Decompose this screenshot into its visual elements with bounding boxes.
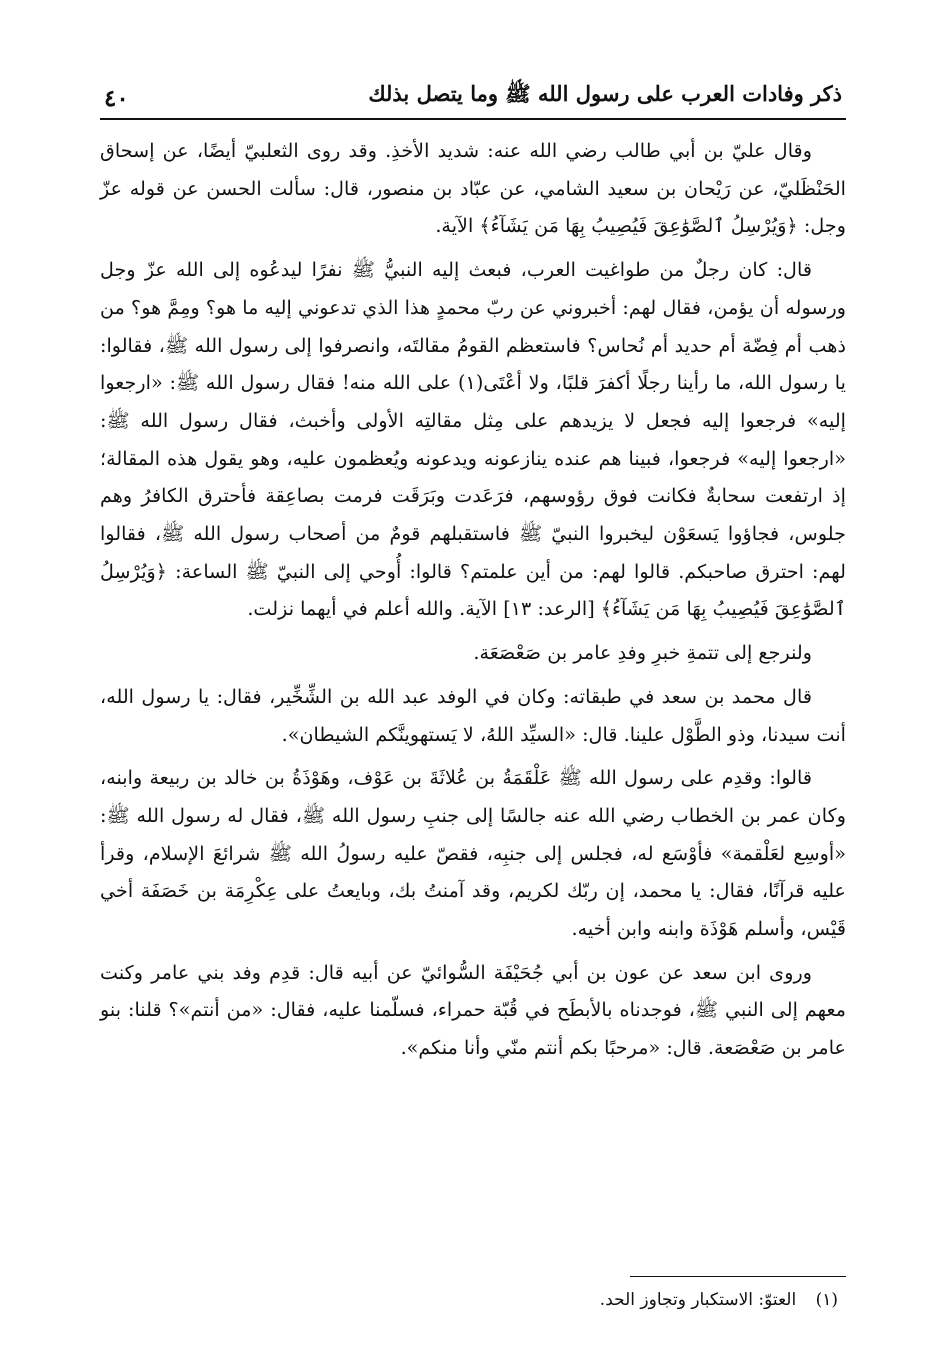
main-text (100, 132, 846, 1067)
page-header (100, 72, 846, 120)
paragraph-4: قال محمد بن سعد في طبقاته: وكان في الوفد عبد الله بن الشِّخِّير، فقال: يا رسول الله، أنت سيدنا، وذو الطَّوْل علينا. قال: «السيِّد اللهُ، لا يَستهوينَّكم الشيطان». (100, 684, 846, 746)
running-title: ذكر وفادات العرب على رسول الله ﷺ وما يتصل بذلك (368, 81, 842, 106)
paragraph-5: قالوا: وقدِم على رسول الله ﷺ عَلْقَمَةُ بن عُلاثَةَ بن عَوْف، وهَوْذَةُ بن خالد بن ربيعة وابنه، وكان عمر بن الخطاب رضي الله عنه جالسًا إلى جنبِ رسول الله ﷺ، فقال له رسول الله ﷺ: «أوسِع لعَلْقمة» فأوْسَع له، فجلس إلى جنبِه، فقصّ عليه رسولُ الله ﷺ شرائعَ الإسلام، وقرأ عليه قرآنًا، فقال: يا محمد، إن ربّك لكريم، وقد آمنتُ بك، وبايعتُ على عِكْرِمَة بن خَصَفَة أخي قَيْس، وأسلم هَوْذَة وابنه وابن أخيه. (100, 766, 846, 941)
footnote-divider (630, 1276, 846, 1277)
paragraph-3: ولنرجع إلى تتمةِ خبرِ وفدِ عامر بن صَعْصَعَة. (473, 641, 812, 665)
page-number: ٤٠ (104, 85, 129, 112)
footnote-number: (١) (815, 1290, 838, 1310)
paragraph-6: وروى ابن سعد عن عون بن أبي جُحَيْفَة السُّوائيّ عن أبيه قال: قدِم وفد بني عامر وكنت معهم إلى النبي ﷺ، فوجدناه بالأبطَح في قُبّة حمراء، فسلّمنا عليه، فقال: «من أنتم»؟ قلنا: بنو عامر بن صَعْصَعة. قال: «مرحبًا بكم أنتم منّي وأنا منكم». (100, 960, 846, 1060)
footnote-text: العتوّ: الاستكبار وتجاوز الحد. (599, 1290, 797, 1310)
paragraph-1: وقال عليّ بن أبي طالب رضي الله عنه: شديد الأخذِ. وقد روى الثعلبيّ أيضًا، عن إسحاق الحَنْظَليّ، عن رَيْحان بن سعيد الشامي، عن عبّاد بن منصور، قال: سألت الحسن عن قوله عزّ وجل: ﴿وَيُرْسِلُ ٱلصَّوَٰعِقَ فَيُصِيبُ بِهَا مَن يَشَآءُ﴾ الآية. (100, 139, 846, 238)
footnote (600, 1290, 838, 1310)
paragraph-2: قال: كان رجلٌ من طواغيت العرب، فبعث إليه النبيُّ ﷺ نفرًا ليدعُوه إلى الله عزّ وجل ورسوله أن يؤمن، فقال لهم: أخبروني عن ربّ محمدٍ هذا الذي تدعوني إليه ما هو؟ ومِمَّ هو؟ من ذهب أم فِضّة أم حديد أم نُحاس؟ فاستعظم القومُ مقالتَه، وانصرفوا إلى رسول الله ﷺ، فقالوا: يا رسول الله، ما رأينا رجلًا أكفرَ قلبًا، ولا أعْتَى(١) على الله منه! فقال رسول الله ﷺ: «ارجعوا إليه» فرجعوا إليه فجعل لا يزيدهم على مِثل مقالتِه الأولى وأخبث، فقال رسول الله ﷺ: «ارجعوا إليه» فرجعوا، فبينا هم عنده ينازعونه ويدعونه ويُعظمون عليه، وهو يقول هذه المقالة؛ إذ ارتفعت سحابةٌ فكانت فوق رؤوسهم، فرَعَدت وبَرَقَت فرمت بصاعِقة فأحترق الكافرُ وهم جلوس، فجاؤوا يَسعَوْن ليخبروا النبيّ ﷺ فاستقبلهم قومٌ من أصحاب رسول الله ﷺ، فقالوا لهم: احترق صاحبكم. قالوا لهم: من أين علمتم؟ قالوا: أُوحي إلى النبيّ ﷺ الساعة: ﴿وَيُرْسِلُ ٱلصَّوَٰعِقَ فَيُصِيبُ بِهَا مَن يَشَآءُ﴾ [الرعد: ١٣] الآية. والله أعلم في أيهما نزلت. (100, 258, 846, 621)
